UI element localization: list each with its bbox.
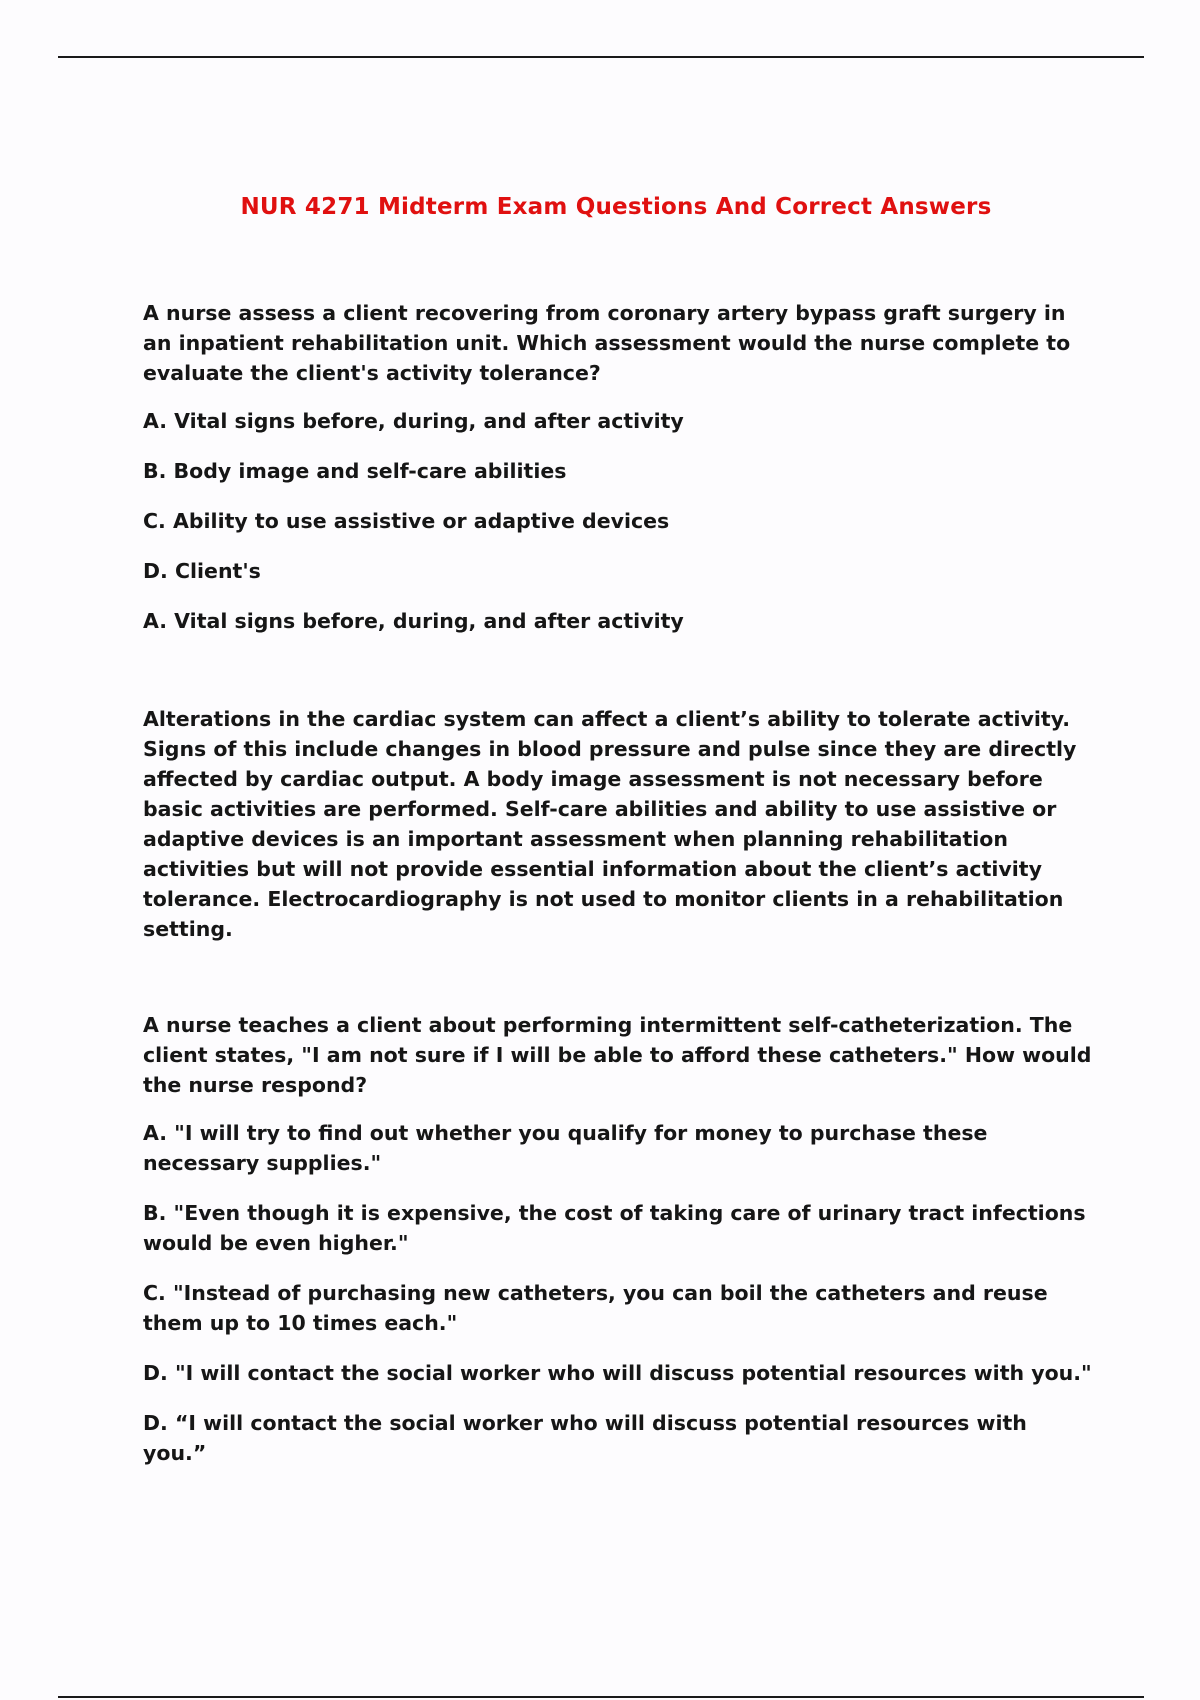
spacer [143,944,1093,1010]
question-2-option-b: B. "Even though it is expensive, the cost of taking care of urinary tract infections would be even higher." [143,1201,1086,1255]
spacer [143,636,1093,704]
question-1-option-a: A. Vital signs before, during, and after activity [143,409,684,433]
question-1-option-c: C. Ability to use assistive or adaptive devices [143,509,670,533]
question-2-option-c: C. "Instead of purchasing new catheters, you can boil the catheters and reuse them up to 10 times each." [143,1281,1048,1335]
question-1-option-d: D. Client's [143,559,261,583]
document-title: NUR 4271 Midterm Exam Questions And Correct Answers [240,194,992,220]
question-1-answer: A. Vital signs before, during, and after activity [143,609,684,633]
question-2-option-d: D. "I will contact the social worker who will discuss potential resources with you." [143,1361,1092,1385]
question-2-option-a: A. "I will try to find out whether you qualify for money to purchase these necessary supplies." [143,1121,988,1175]
footer-rule [58,1696,1144,1698]
document-body [143,298,1093,1468]
question-1-stem: A nurse assess a client recovering from coronary artery bypass graft surgery in an inpatient rehabilitation unit. Which assessment would the nurse complete to evaluate the client's activity tolerance? [143,301,1071,385]
header-rule [58,56,1144,58]
question-1-option-b: B. Body image and self-care abilities [143,459,567,483]
question-2-stem: A nurse teaches a client about performing intermittent self-catheterization. The client states, "I am not sure if I will be able to afford these catheters." How would the nurse respond? [143,1013,1092,1097]
question-2-answer: D. “I will contact the social worker who will discuss potential resources with you.” [143,1411,1027,1465]
question-1-rationale: Alterations in the cardiac system can affect a client’s ability to tolerate activity. Signs of this include changes in blood pressure and pulse since they are directly affected by cardiac output. A body image assessment is not necessary before basic activities are performed. Self-care abilities and ability to use assistive or adaptive devices is an important assessment when planning rehabilitation activities but will not provide essential information about the client’s activity tolerance. Electrocardiography is not used to monitor clients in a rehabilitation setting. [143,707,1077,941]
